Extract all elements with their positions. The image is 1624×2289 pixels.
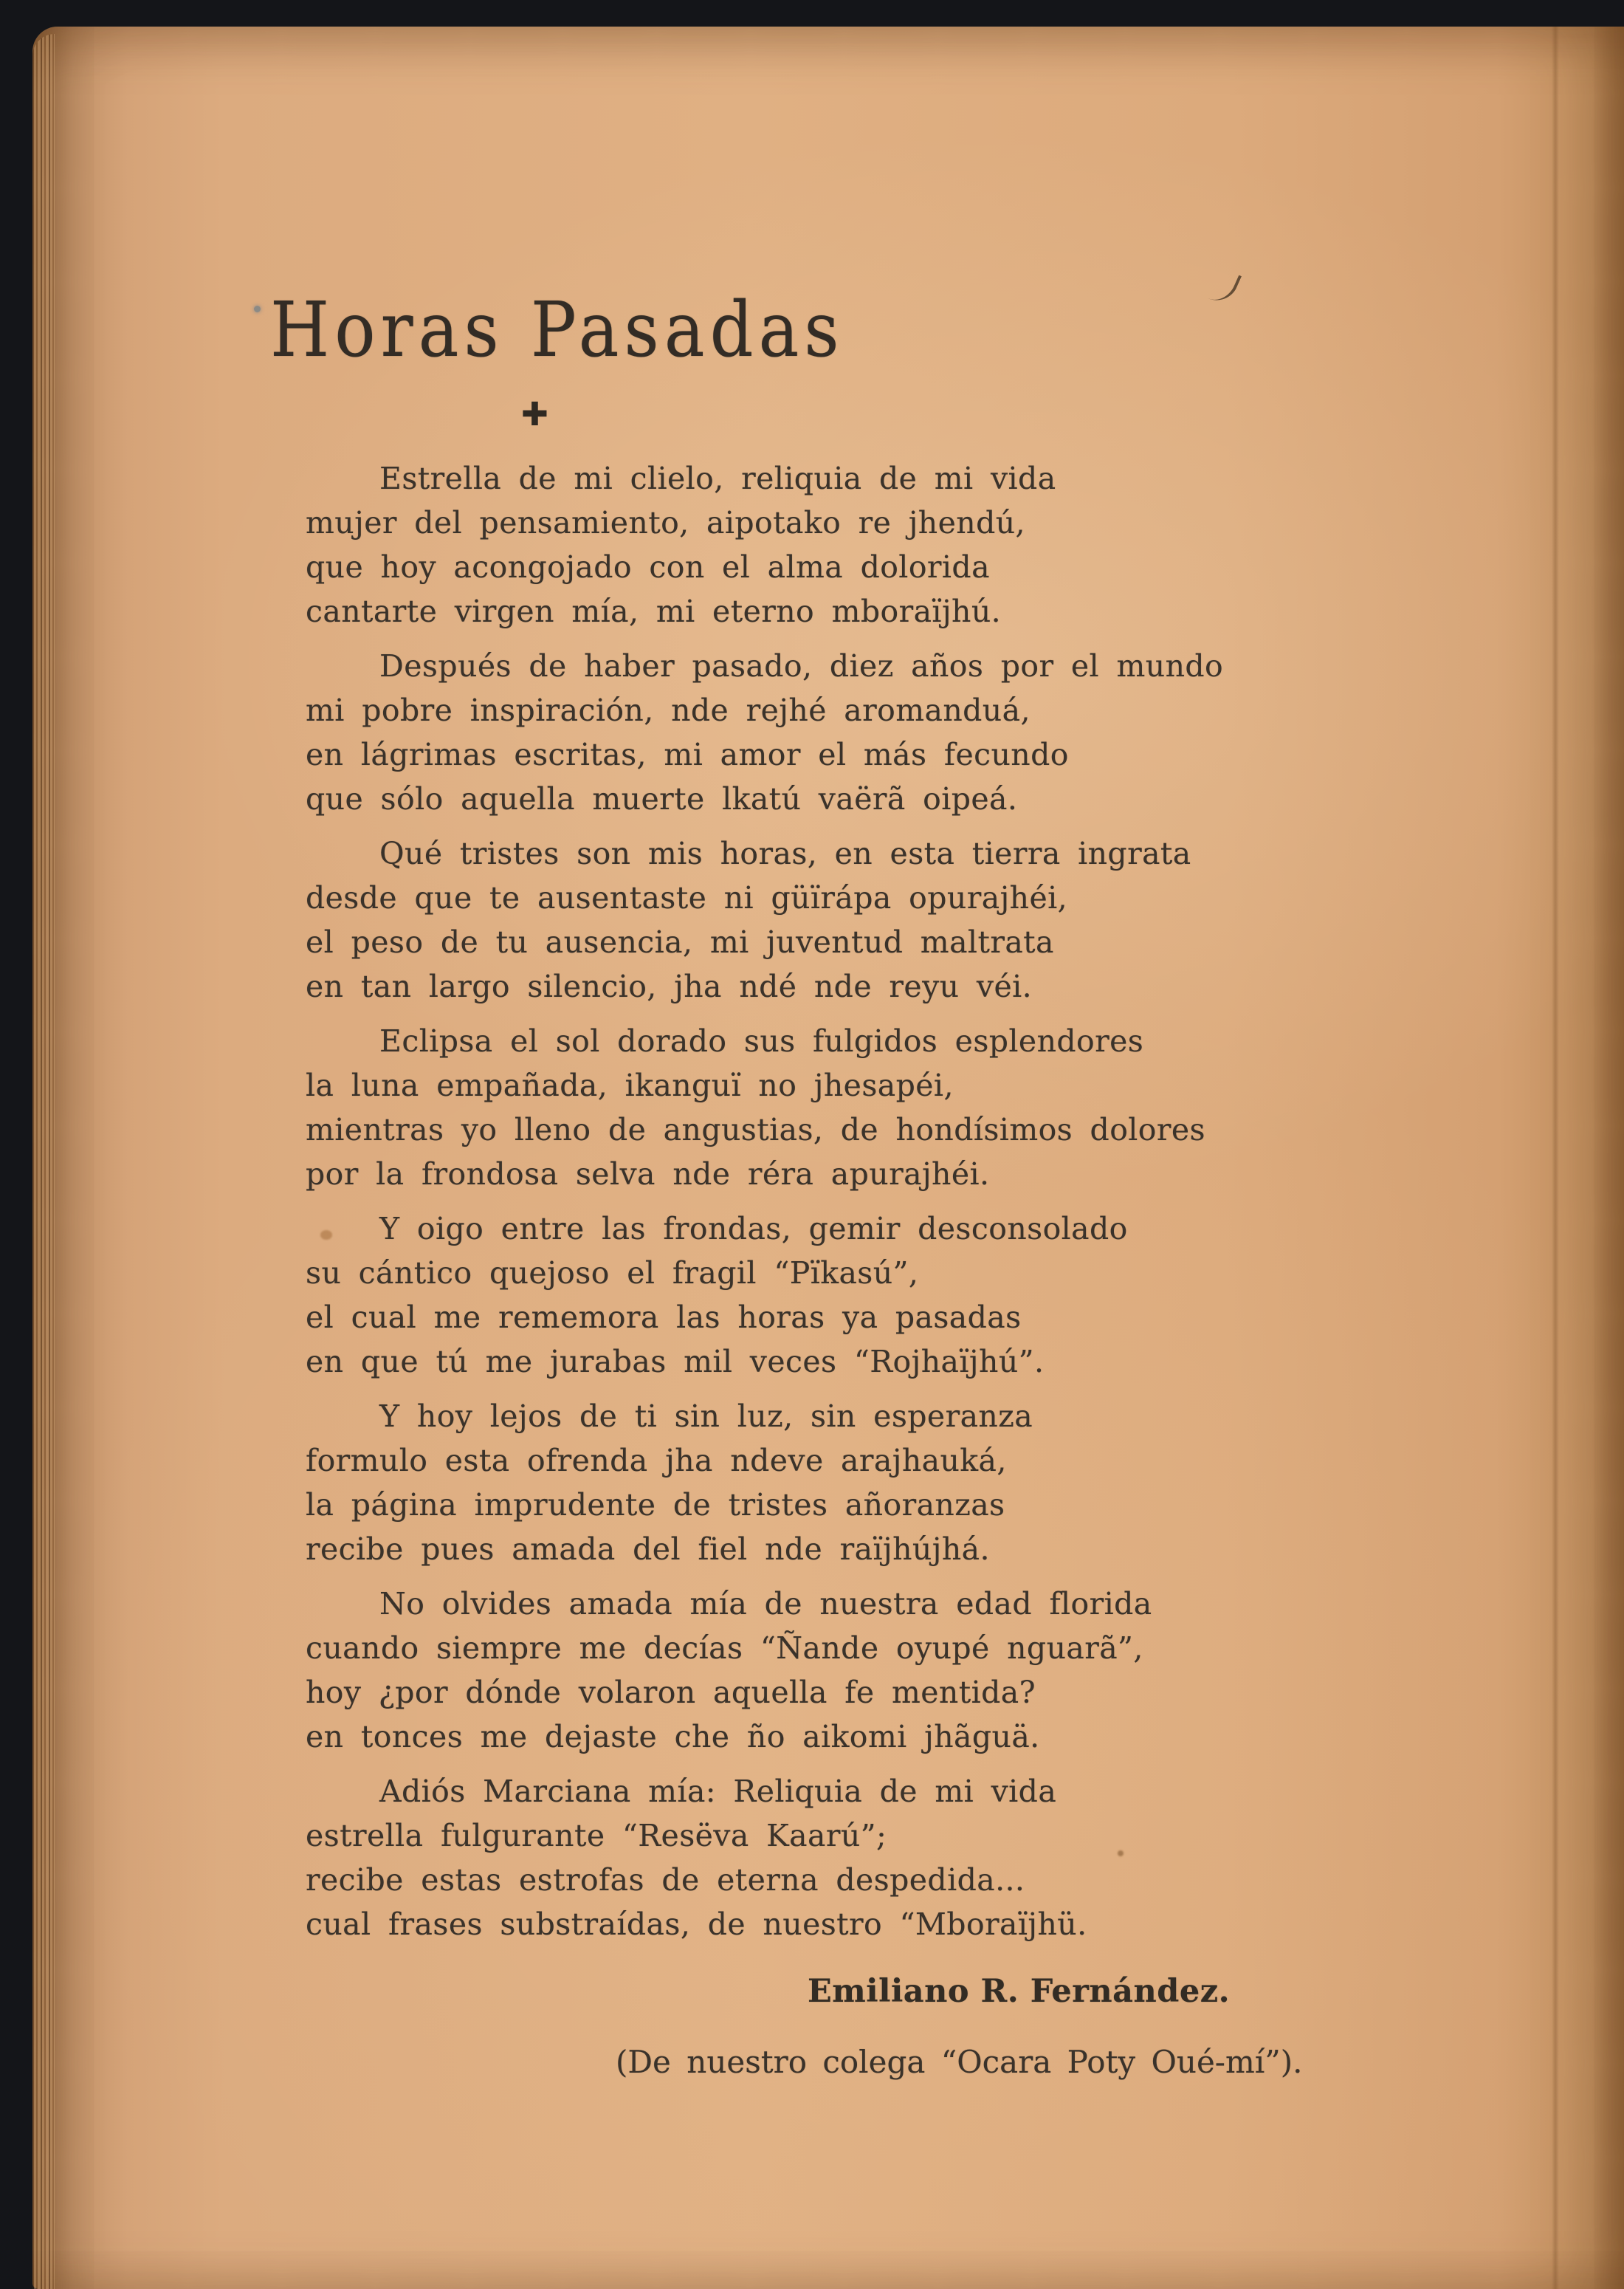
- source-note: (De nuestro colega “Ocara Poty Oué-mí”).: [616, 2044, 1303, 2080]
- poem-line: Después de haber pasado, diez años por el mundo: [379, 648, 1224, 684]
- poem-stanza: [306, 831, 1398, 1009]
- book-page: [32, 27, 1624, 2289]
- poem-line: Y hoy lejos de ti sin luz, sin esperanza: [379, 1399, 1033, 1434]
- poem-line: el peso de tu ausencia, mi juventud maltrata: [306, 924, 1054, 960]
- poem-body: [306, 456, 1398, 1946]
- poem-stanza: [306, 1019, 1398, 1196]
- poem-stanza: [306, 1207, 1398, 1384]
- author-attribution: Emiliano R. Fernández.: [808, 1973, 1231, 2010]
- poem-line: en que tú me jurabas mil veces “Rojhaïjhú”.: [306, 1344, 1045, 1379]
- poem-line: formulo esta ofrenda jha ndeve arajhauká,: [306, 1443, 1007, 1478]
- poem-line: estrella fulgurante “Resëva Kaarú”;: [306, 1818, 887, 1853]
- poem-line: mientras yo lleno de angustias, de hondísimos dolores: [306, 1112, 1205, 1147]
- poem-line: en tonces me dejaste che ño aikomi jhãguä.: [306, 1719, 1040, 1754]
- poem-stanza: [306, 644, 1398, 821]
- poem-line: Qué tristes son mis horas, en esta tierra ingrata: [379, 836, 1191, 871]
- printed-content: [270, 286, 1398, 2080]
- poem-line: que sólo aquella muerte lkatú vaërã oipeá.: [306, 781, 1018, 817]
- poem-line: Adiós Marciana mía: Reliquia de mi vida: [379, 1774, 1057, 1809]
- poem-line: la página imprudente de tristes añoranzas: [306, 1487, 1005, 1523]
- poem-stanza: [306, 1394, 1398, 1571]
- poem-stanza: [306, 456, 1398, 634]
- poem-title: Horas Pasadas: [270, 286, 844, 374]
- poem-line: cantarte virgen mía, mi eterno mboraïjhú.: [306, 594, 1002, 629]
- poem-line: cuando siempre me decías “Ñande oyupé nguarã”,: [306, 1630, 1143, 1666]
- poem-line: por la frondosa selva nde réra apurajhéi.: [306, 1156, 990, 1192]
- poem-stanza: [306, 1582, 1398, 1759]
- poem-line: cual frases substraídas, de nuestro “Mboraïjhü.: [306, 1907, 1087, 1942]
- poem-line: la luna empañada, ikanguï no jhesapéi,: [306, 1068, 954, 1103]
- poem-line: desde que te ausentaste ni güïrápa opurajhéi,: [306, 880, 1068, 916]
- paper-blemish: [254, 306, 261, 312]
- poem-line: en tan largo silencio, jha ndé nde reyu véi.: [306, 969, 1033, 1004]
- poem-line: su cántico quejoso el fragil “Pïkasú”,: [306, 1255, 919, 1291]
- poem-line: hoy ¿por dónde volaron aquella fe mentida?: [306, 1675, 1036, 1710]
- poem-line: Y oigo entre las frondas, gemir desconsolado: [379, 1211, 1128, 1246]
- poem-line: Estrella de mi clielo, reliquia de mi vida: [379, 461, 1056, 496]
- poem-line: mi pobre inspiración, nde rejhé aromanduá,: [306, 693, 1031, 728]
- poem-line: Eclipsa el sol dorado sus fulgidos esplendores: [379, 1023, 1144, 1059]
- poem-line: el cual me rememora las horas ya pasadas: [306, 1300, 1022, 1335]
- poem-line: que hoy acongojado con el alma dolorida: [306, 549, 990, 585]
- poem-line: recibe pues amada del fiel nde raïjhújhá.: [306, 1531, 990, 1567]
- poem-stanza: [306, 1769, 1398, 1946]
- poem-line: en lágrimas escritas, mi amor el más fecundo: [306, 737, 1069, 772]
- poem-line: No olvides amada mía de nuestra edad florida: [379, 1586, 1152, 1621]
- poem-line: recibe estas estrofas de eterna despedida...: [306, 1862, 1025, 1898]
- cross-ornament-icon: ✚: [521, 396, 548, 433]
- page-edge-stack: [32, 34, 55, 2289]
- poem-line: mujer del pensamiento, aipotako re jhendú,: [306, 505, 1025, 540]
- page-crease: [1552, 27, 1559, 2289]
